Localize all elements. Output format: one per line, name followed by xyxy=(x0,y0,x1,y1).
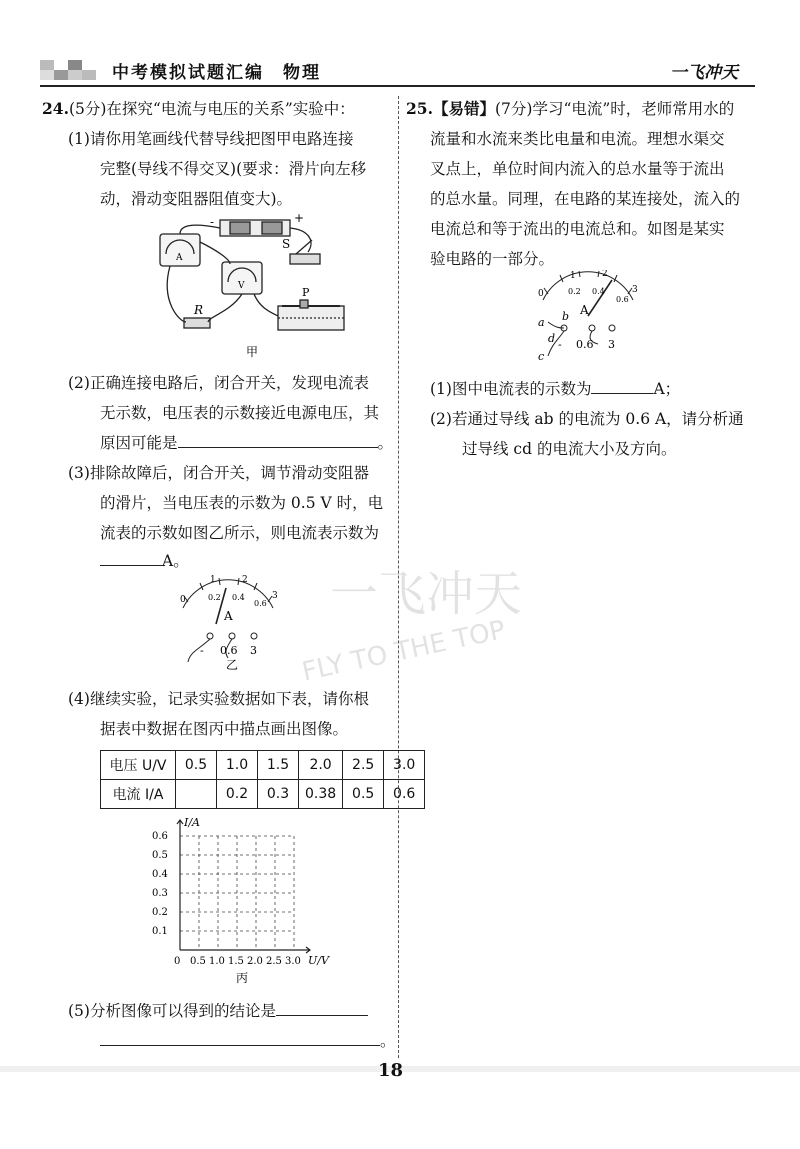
ammeter-q25 xyxy=(528,270,653,366)
q24-p3-line3: 流表的示数如图乙所示，则电流表示数为 xyxy=(100,524,380,542)
q24-p5-line2: 。 xyxy=(100,1026,396,1056)
fig-yi-caption: 乙 xyxy=(226,658,239,672)
svg-text:0: 0 xyxy=(174,956,181,967)
data-table xyxy=(100,750,425,809)
svg-text:0.6: 0.6 xyxy=(220,644,238,657)
watermark-logo xyxy=(270,540,530,690)
svg-text:V: V xyxy=(238,281,245,291)
svg-text:0.2: 0.2 xyxy=(208,593,221,602)
q24-p4-line1: (4)继续实验，记录实验数据如下表，请你根 xyxy=(68,690,369,708)
fig-jia-caption: 甲 xyxy=(246,345,259,359)
table-row-current: 电流 I/A 0.2 0.3 0.38 0.5 0.6 xyxy=(101,780,425,809)
q24-p1-line1: (1)请你用笔画线代替导线把图甲电路连接 xyxy=(68,130,354,148)
q24-intro xyxy=(42,94,355,124)
q24-p5-answer-blank-2[interactable] xyxy=(100,1027,380,1046)
svg-text:I/A: I/A xyxy=(184,816,200,829)
q25-number: 25. xyxy=(406,99,433,118)
svg-text:2: 2 xyxy=(602,270,608,279)
q25-s2-line1: (2)若通过导线 ab 的电流为 0.6 A，请分析通 xyxy=(430,410,744,428)
svg-text:0.2: 0.2 xyxy=(152,907,168,918)
q24-p2-answer-blank[interactable] xyxy=(178,429,378,448)
header-title: 中考模拟试题汇编 物理 xyxy=(112,63,321,83)
svg-text:2.0: 2.0 xyxy=(247,956,263,967)
q25-line5: 电流总和等于流出的电流总和。如图是某实 xyxy=(430,220,725,238)
q25-s2-line2: 过导线 cd 的电流大小及方向。 xyxy=(462,440,677,458)
svg-text:0: 0 xyxy=(538,289,544,299)
watermark-en: FLY TO THE TOP xyxy=(299,615,509,688)
svg-text:0.6: 0.6 xyxy=(616,295,629,304)
q24-p2-line3: 原因可能是 。 xyxy=(100,428,393,458)
switch-icon xyxy=(290,254,320,264)
q24-p5-line1: (5)分析图像可以得到的结论是 xyxy=(68,996,368,1026)
svg-text:0: 0 xyxy=(180,595,186,605)
q24-p2-line2: 无示数，电压表的示数接近电源电压，其 xyxy=(100,404,380,422)
q24-p5-answer-blank-1[interactable] xyxy=(276,997,368,1016)
svg-text:d: d xyxy=(548,332,556,345)
svg-text:1: 1 xyxy=(210,575,216,585)
q25-tag: 【易错】 xyxy=(432,99,495,118)
svg-text:P: P xyxy=(302,286,310,299)
q24-p1-line2: 完整(导线不得交叉)(要求：滑片向左移 xyxy=(100,160,367,178)
svg-text:0.6: 0.6 xyxy=(152,831,168,842)
svg-text:-: - xyxy=(210,215,215,229)
graph-grid xyxy=(180,836,294,950)
ammeter-yi xyxy=(168,572,288,672)
svg-text:3: 3 xyxy=(250,644,257,657)
svg-text:0.4: 0.4 xyxy=(232,593,245,602)
svg-text:3: 3 xyxy=(608,338,615,351)
circuit-figure-jia xyxy=(150,212,360,367)
q25-s1-answer-blank[interactable] xyxy=(591,375,653,394)
needle xyxy=(588,280,612,316)
q25-s1: (1)图中电流表的示数为 A； xyxy=(430,374,680,404)
q25-line3: 叉点上，单位时间内流入的总水量等于流出 xyxy=(430,160,725,178)
q24-number: 24. xyxy=(42,99,69,118)
svg-text:0.6: 0.6 xyxy=(254,599,267,608)
q24-p3-answer-blank[interactable] xyxy=(100,547,162,566)
q25-line4: 的总水量。同理，在电路的某连接处，流入的 xyxy=(430,190,741,208)
svg-text:0.4: 0.4 xyxy=(592,287,605,296)
q24-p3-line4: A。 xyxy=(100,546,189,576)
q24-p1-line3: 动，滑动变阻器阻值变大)。 xyxy=(100,190,293,208)
svg-text:S: S xyxy=(282,237,291,251)
svg-text:A: A xyxy=(224,609,233,623)
svg-text:3.0: 3.0 xyxy=(285,956,301,967)
svg-text:2: 2 xyxy=(242,575,248,585)
svg-text:A: A xyxy=(176,253,183,263)
svg-text:-: - xyxy=(200,644,204,657)
graph-bing[interactable] xyxy=(150,814,350,990)
table-row-voltage: 电压 U/V 0.5 1.0 1.5 2.0 2.5 3.0 xyxy=(101,751,425,780)
svg-text:A: A xyxy=(580,303,589,317)
svg-text:1: 1 xyxy=(570,271,576,281)
q24-p2-line1: (2)正确连接电路后，闭合开关，发现电流表 xyxy=(68,374,369,392)
q25-line6: 验电路的一部分。 xyxy=(430,250,555,268)
svg-text:c: c xyxy=(538,350,545,363)
fig-bing-caption: 丙 xyxy=(236,971,249,985)
svg-text:0.2: 0.2 xyxy=(568,287,581,296)
svg-text:-: - xyxy=(558,338,562,351)
svg-text:U/V: U/V xyxy=(308,954,329,967)
svg-text:1.5: 1.5 xyxy=(228,956,244,967)
watermark-cn: 一飞冲天 xyxy=(330,566,523,622)
svg-text:0.4: 0.4 xyxy=(152,869,168,880)
header-brand: 一飞冲天 xyxy=(670,63,738,83)
q25-line1: 25.【易错】(7分)学习“电流”时，老师常用水的 xyxy=(406,99,735,118)
svg-text:3: 3 xyxy=(632,285,638,295)
q24-p4-line2: 据表中数据在图丙中描点画出图像。 xyxy=(100,720,349,738)
svg-text:0.5: 0.5 xyxy=(190,956,206,967)
svg-text:0.1: 0.1 xyxy=(152,926,168,937)
svg-text:b: b xyxy=(562,310,570,323)
svg-text:2.5: 2.5 xyxy=(266,956,282,967)
svg-text:0.6: 0.6 xyxy=(576,338,594,351)
q24-points: (5分)在探究“电流与电压的关系”实验中： xyxy=(68,100,355,118)
resistor-icon xyxy=(184,318,210,328)
q24-p3-line2: 的滑片，当电压表的示数为 0.5 V 时，电 xyxy=(100,494,384,512)
svg-text:R: R xyxy=(194,303,204,317)
page-number: 18 xyxy=(378,1060,404,1081)
q25-line2: 流量和水流来类比电量和电流。理想水渠交 xyxy=(430,130,725,148)
svg-text:0.3: 0.3 xyxy=(152,888,168,899)
svg-text:1.0: 1.0 xyxy=(209,956,225,967)
q24-p3-line1: (3)排除故障后，闭合开关，调节滑动变阻器 xyxy=(68,464,369,482)
svg-text:0.5: 0.5 xyxy=(152,850,168,861)
header-rule xyxy=(40,85,755,87)
svg-text:+: + xyxy=(294,212,305,225)
svg-text:3: 3 xyxy=(272,591,278,601)
svg-text:a: a xyxy=(538,316,545,329)
